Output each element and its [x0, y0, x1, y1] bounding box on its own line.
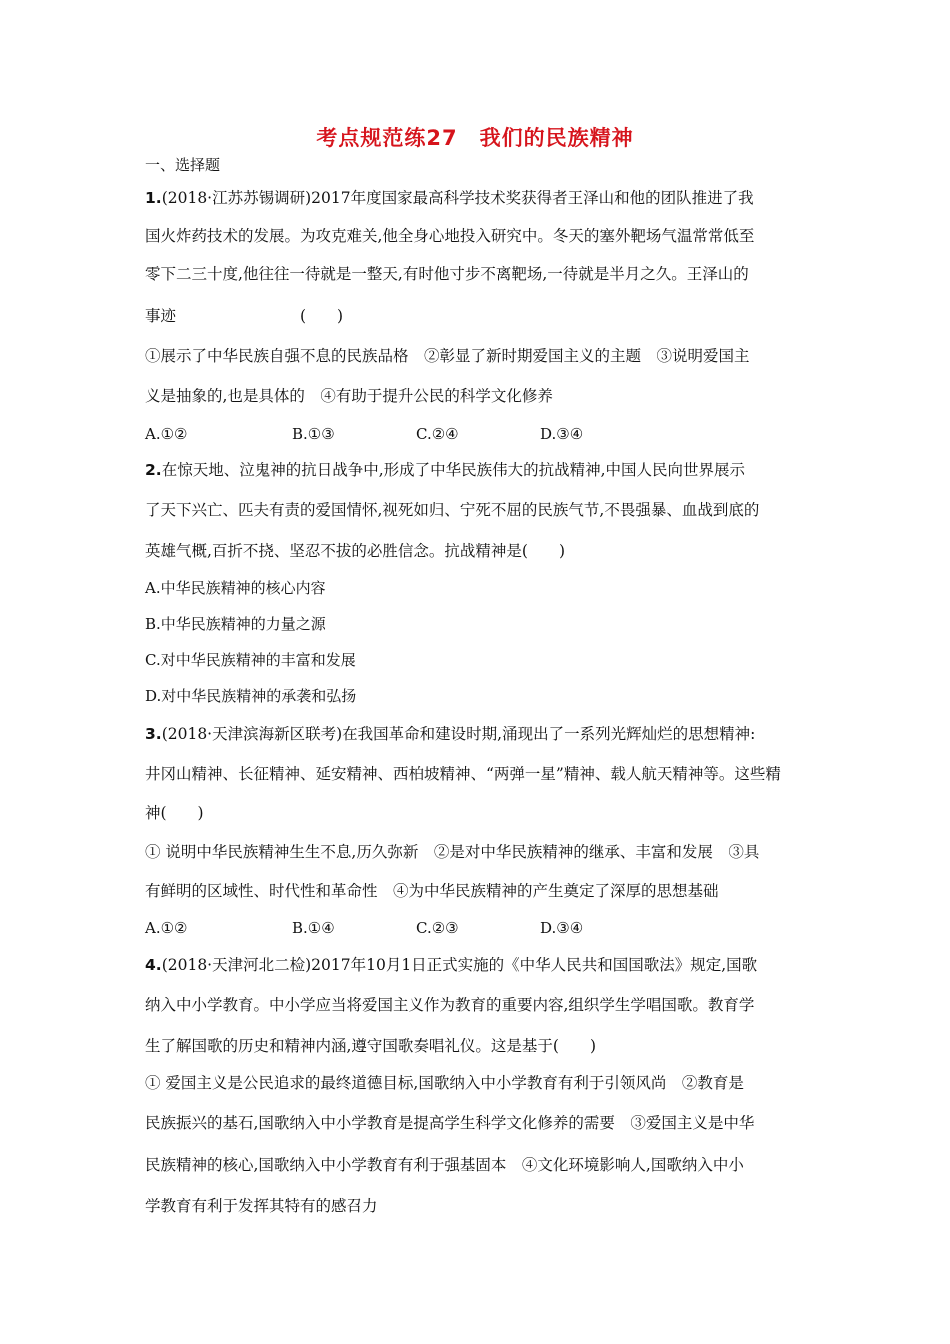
question-1-option-b[interactable]: B.①③ — [292, 425, 335, 443]
question-2-option-d[interactable]: D.对中华民族精神的承袭和弘扬 — [145, 687, 357, 705]
question-3-option-c[interactable]: C.②③ — [416, 919, 459, 937]
question-4-number: 4. — [145, 956, 162, 974]
question-3-option-b[interactable]: B.①④ — [292, 919, 335, 937]
question-3-line-5: 有鲜明的区域性、时代性和革命性 ④为中华民族精神的产生奠定了深厚的思想基础 — [145, 882, 719, 900]
question-4-line-2: 纳入中小学教育。中小学应当将爱国主义作为教育的重要内容,组织学生学唱国歌。教育学 — [145, 996, 755, 1014]
question-1-option-c[interactable]: C.②④ — [416, 425, 459, 443]
question-3-text: (2018·天津滨海新区联考)在我国革命和建设时期,涌现出了一系列光辉灿烂的思想精神: — [161, 725, 756, 743]
question-1-option-a[interactable]: A.①② — [145, 425, 188, 443]
question-2-line-1 — [145, 460, 745, 480]
question-4-line-3: 生了解国歌的历史和精神内涵,遵守国歌奏唱礼仪。这是基于( ) — [145, 1037, 597, 1055]
page-title: 考点规范练27 我们的民族精神 — [316, 126, 634, 150]
question-4-line-7: 学教育有利于发挥其特有的感召力 — [145, 1197, 378, 1215]
question-4-line-5: 民族振兴的基石,国歌纳入中小学教育是提高学生科学文化修养的需要 ③爱国主义是中华 — [145, 1114, 755, 1132]
question-1-line-5: ①展示了中华民族自强不息的民族品格 ②彰显了新时期爱国主义的主题 ③说明爱国主 — [145, 347, 750, 365]
question-3-line-4: ① 说明中华民族精神生生不息,历久弥新 ②是对中华民族精神的继承、丰富和发展 ③具 — [145, 843, 760, 861]
section-heading: 一、选择题 — [145, 156, 221, 174]
question-2-text: 在惊天地、泣鬼神的抗日战争中,形成了中华民族伟大的抗战精神,中国人民向世界展示 — [161, 461, 746, 479]
question-1-line-3: 零下二三十度,他往往一待就是一整天,有时他寸步不离靶场,一待就是半月之久。王泽山的 — [145, 265, 749, 283]
question-1-option-d[interactable]: D.③④ — [540, 425, 584, 443]
question-2-option-b[interactable]: B.中华民族精神的力量之源 — [145, 615, 326, 633]
question-3-number: 3. — [145, 725, 162, 743]
question-1-line-1 — [145, 188, 754, 208]
question-3-option-a[interactable]: A.①② — [145, 919, 188, 937]
question-4-line-1 — [145, 955, 757, 975]
question-1-line-2: 国火炸药技术的发展。为攻克难关,他全身心地投入研究中。冬天的塞外靶场气温常常低至 — [145, 227, 755, 245]
question-2-line-3: 英雄气概,百折不挠、坚忍不拔的必胜信念。抗战精神是( ) — [145, 542, 566, 560]
question-3-line-1 — [145, 724, 755, 744]
question-3-line-3: 神( ) — [145, 804, 204, 822]
question-4-line-6: 民族精神的核心,国歌纳入中小学教育有利于强基固本 ④文化环境影响人,国歌纳入中小 — [145, 1156, 744, 1174]
question-1-text: (2018·江苏苏锡调研)2017年度国家最高科学技术奖获得者王泽山和他的团队推进了我 — [161, 189, 754, 207]
question-1-line-4: 事迹 ( ) — [145, 307, 344, 325]
question-1-number: 1. — [145, 189, 162, 207]
question-4-line-4: ① 爱国主义是公民追求的最终道德目标,国歌纳入中小学教育有利于引领风尚 ②教育是 — [145, 1074, 744, 1092]
question-2-number: 2. — [145, 461, 162, 479]
question-3-line-2: 井冈山精神、长征精神、延安精神、西柏坡精神、“两弹一星”精神、载人航天精神等。这些精 — [145, 765, 781, 783]
question-2-option-c[interactable]: C.对中华民族精神的丰富和发展 — [145, 651, 356, 669]
question-4-text: (2018·天津河北二检)2017年10月1日正式实施的《中华人民共和国国歌法》规定,国歌 — [161, 956, 758, 974]
question-2-option-a[interactable]: A.中华民族精神的核心内容 — [145, 579, 326, 597]
question-1-line-6: 义是抽象的,也是具体的 ④有助于提升公民的科学文化修养 — [145, 387, 553, 405]
question-2-line-2: 了天下兴亡、匹夫有责的爱国情怀,视死如归、宁死不屈的民族气节,不畏强暴、血战到底的 — [145, 501, 760, 519]
question-3-option-d[interactable]: D.③④ — [540, 919, 584, 937]
